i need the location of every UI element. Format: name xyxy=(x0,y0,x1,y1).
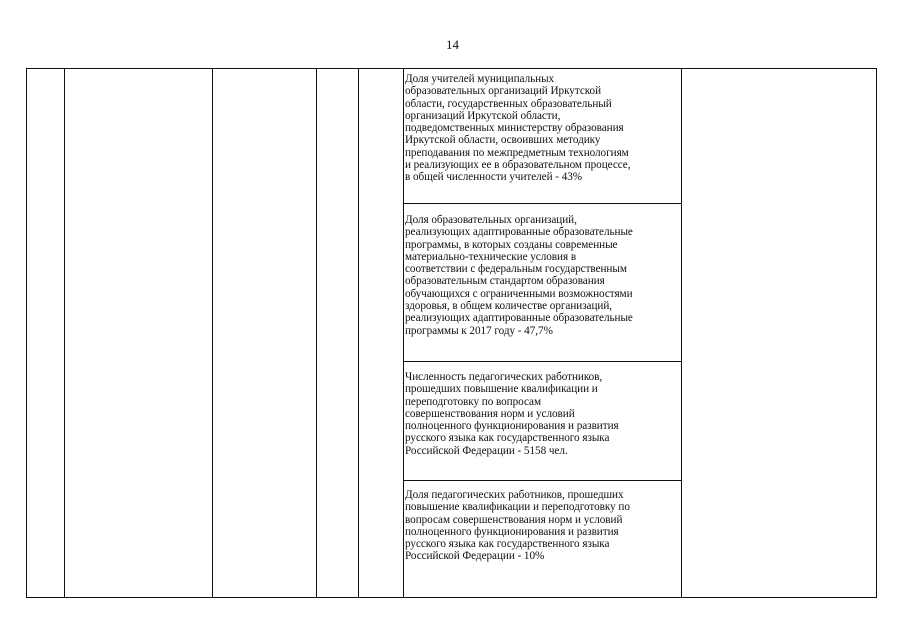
indicator-line: образовательных организаций Иркутской xyxy=(405,85,602,98)
indicator-line: реализующих адаптированные образовательные xyxy=(405,226,633,239)
indicator-cell xyxy=(405,73,681,184)
column-border xyxy=(681,68,682,598)
indicator-line: совершенствования норм и условий xyxy=(405,407,575,420)
indicator-line: программы, в которых созданы современные xyxy=(405,238,618,251)
table-bottom-border xyxy=(26,597,877,598)
indicator-line: русского языка как государственного языка xyxy=(405,538,610,551)
column-border xyxy=(358,68,359,598)
indicator-cell xyxy=(405,214,681,337)
indicator-line: Доля учителей муниципальных xyxy=(405,73,555,85)
column-border xyxy=(64,68,65,598)
indicator-line: образовательным стандартом образования xyxy=(405,275,605,288)
row-separator xyxy=(403,480,682,481)
indicator-line: полноценного функционирования и развития xyxy=(405,525,619,538)
indicator-cell xyxy=(405,489,681,563)
indicator-line: материально-технические условия в xyxy=(405,250,577,263)
column-border xyxy=(212,68,213,598)
indicator-line: организаций Иркутской области, xyxy=(405,109,561,122)
indicator-line: здоровья, в общем количестве организаций, xyxy=(405,300,613,313)
indicator-line: области, государственных образовательный xyxy=(405,97,612,110)
indicator-line: вопросам совершенствования норм и условий xyxy=(405,513,623,526)
indicator-line: в общей численности учителей - 43% xyxy=(405,171,583,184)
indicator-line: переподготовку по вопросам xyxy=(405,395,541,408)
indicator-line: прошедших повышение квалификации и xyxy=(405,383,598,396)
indicator-line: подведомственных министерству образования xyxy=(405,122,624,135)
indicator-line: преподавания по межпредметным технологиям xyxy=(405,146,629,159)
indicator-line: и реализующих ее в образовательном процессе, xyxy=(405,159,631,172)
indicator-line: Российской Федерации - 10% xyxy=(405,550,545,563)
indicator-line: повышение квалификации и переподготовку по xyxy=(405,501,630,514)
row-separator xyxy=(403,203,682,204)
column-border xyxy=(403,68,404,598)
column-border xyxy=(876,68,877,598)
indicator-line: соответствии с федеральным государственным xyxy=(405,263,627,276)
indicator-line: обучающихся с ограниченными возможностями xyxy=(405,287,633,300)
table-top-border xyxy=(26,68,877,69)
indicator-line: Российской Федерации - 5158 чел. xyxy=(405,444,568,457)
indicator-line: реализующих адаптированные образовательные xyxy=(405,312,633,325)
page-number: 14 xyxy=(446,37,459,52)
indicator-line: русского языка как государственного языка xyxy=(405,432,610,445)
indicator-line: Иркутской области, освоивших методику xyxy=(405,134,601,147)
column-border xyxy=(26,68,27,598)
indicator-cell xyxy=(405,371,681,457)
indicator-line: Численность педагогических работников, xyxy=(405,371,603,383)
indicator-line: программы к 2017 году - 47,7% xyxy=(405,324,553,337)
row-separator xyxy=(403,361,682,362)
indicator-line: Доля педагогических работников, прошедших xyxy=(405,489,624,501)
indicator-line: Доля образовательных организаций, xyxy=(405,214,577,226)
indicator-line: полноценного функционирования и развития xyxy=(405,420,619,433)
column-border xyxy=(316,68,317,598)
